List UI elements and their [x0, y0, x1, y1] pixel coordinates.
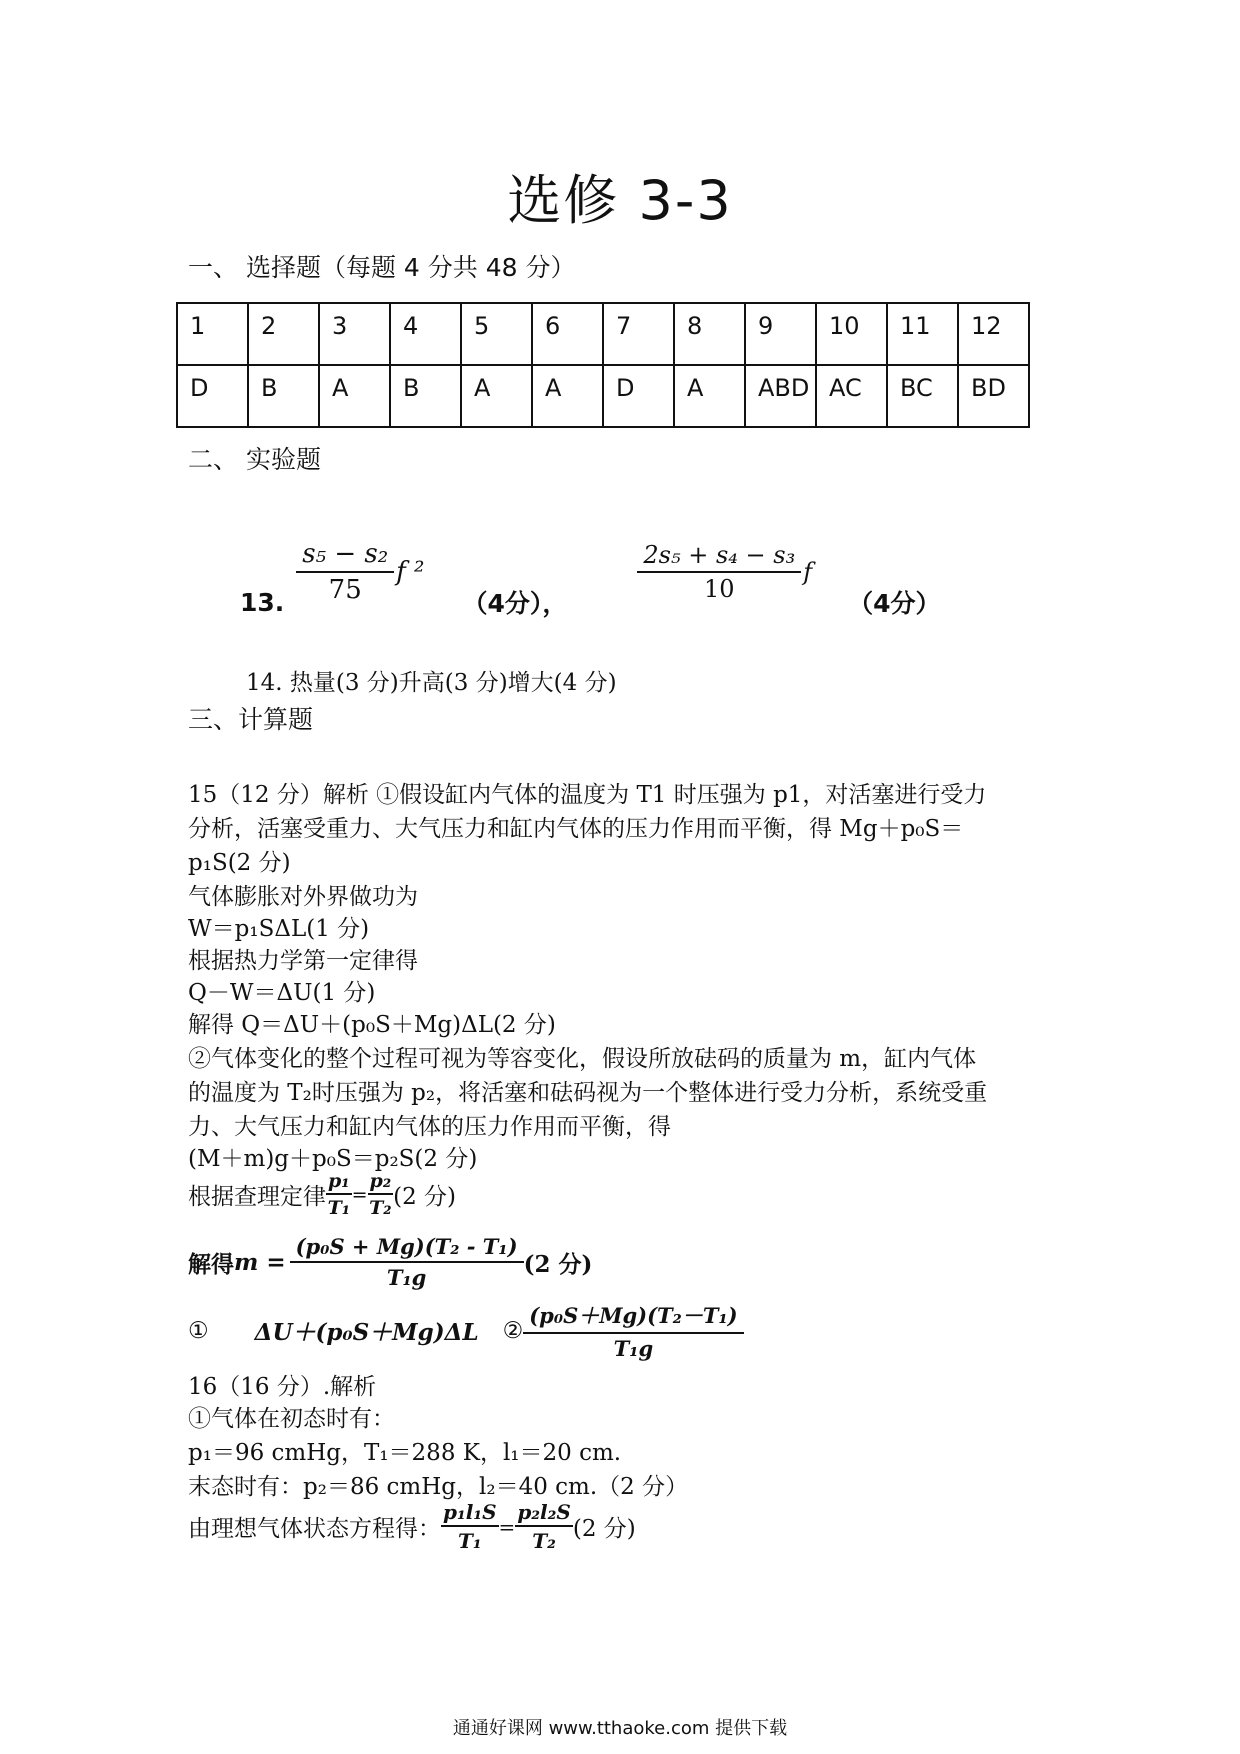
q13-fraction-2: [637, 541, 801, 603]
table-cell: A: [532, 365, 603, 427]
fraction-numerator: p₂l₂S: [515, 1500, 573, 1527]
charles-fraction-2: [368, 1170, 394, 1219]
table-cell: 4: [390, 303, 461, 365]
q15-line-4: 气体膨胀对外界做功为: [188, 884, 418, 910]
q16-line-3: p₁＝96 cmHg，T₁＝288 K，l₁＝20 cm.: [188, 1440, 622, 1466]
fraction-denominator: T₁: [327, 1197, 351, 1219]
page-title: 选修 3-3: [507, 169, 733, 232]
table-cell: 5: [461, 303, 532, 365]
table-cell: 9: [745, 303, 816, 365]
table-cell: 3: [319, 303, 390, 365]
q15-line-7: Q－W＝ΔU(1 分): [188, 980, 376, 1006]
table-cell: 12: [958, 303, 1029, 365]
section2-heading: 二、 实验题: [188, 445, 321, 474]
table-cell: 11: [887, 303, 958, 365]
table-cell: D: [603, 365, 674, 427]
fraction-denominator: 10: [704, 575, 735, 603]
q16-line-1: 16（16 分）.解析: [188, 1374, 377, 1400]
footer: 通通好课网 www.tthaoke.com 提供下载: [452, 1718, 788, 1739]
q15-answers: [188, 1300, 744, 1361]
table-cell: BD: [958, 365, 1029, 427]
fraction-denominator: T₂: [532, 1529, 556, 1553]
table-cell: D: [177, 365, 248, 427]
q15-line-3: p₁S(2 分): [188, 850, 291, 876]
table-cell: BC: [887, 365, 958, 427]
fraction-denominator: T₁g: [613, 1336, 654, 1361]
solve-fraction: [290, 1234, 524, 1290]
answer-table-number-row: [177, 303, 1029, 365]
q13-row: [240, 524, 941, 620]
charles-equals: =: [351, 1183, 368, 1206]
q15-charles-law: [188, 1170, 456, 1219]
q15-line-9: ②气体变化的整个过程可视为等容变化，假设所放砝码的质量为 m，缸内气体: [188, 1046, 977, 1072]
charles-score: (2 分): [393, 1184, 457, 1210]
answer-1: ΔU＋(p₀S＋Mg)ΔL: [254, 1319, 479, 1346]
table-cell: B: [390, 365, 461, 427]
table-cell: ABD: [745, 365, 816, 427]
gas-score: (2 分): [572, 1516, 636, 1542]
fraction-numerator: p₁: [326, 1170, 352, 1195]
table-cell: B: [248, 365, 319, 427]
q13-score-2: （4分）: [848, 589, 941, 618]
answer-table-answer-row: [177, 365, 1029, 427]
q14-answer: 14. 热量(3 分)升高(3 分)增大(4 分): [246, 670, 617, 696]
q16-gas-law: [188, 1500, 636, 1553]
section3-heading: 三、计算题: [188, 705, 314, 734]
fraction-numerator: (p₀S＋Mg)(T₂－T₁): [523, 1300, 743, 1334]
q15-line-5: W＝p₁SΔL(1 分): [188, 916, 370, 942]
fraction-denominator: 75: [328, 575, 362, 605]
table-cell: 1: [177, 303, 248, 365]
fraction-denominator: T₁g: [386, 1265, 427, 1290]
solve-variable: m =: [234, 1248, 286, 1276]
q15-line-12: (M＋m)g＋p₀S＝p₂S(2 分): [188, 1146, 478, 1172]
table-cell: 8: [674, 303, 745, 365]
q15-solve-mass: [188, 1234, 592, 1290]
answer-2-fraction: [523, 1300, 743, 1361]
q15-line-8: 解得 Q＝ΔU＋(p₀S＋Mg)ΔL(2 分): [188, 1012, 556, 1038]
q13-fraction-1: [296, 539, 394, 605]
gas-equals: =: [498, 1514, 516, 1539]
table-cell: A: [319, 365, 390, 427]
gas-fraction-2: [515, 1500, 573, 1553]
table-cell: 10: [816, 303, 887, 365]
solve-score: (2 分): [523, 1250, 593, 1278]
fraction-numerator: 2s₅ + s₄ − s₃: [637, 541, 801, 573]
solve-prefix: 解得: [188, 1250, 234, 1278]
table-cell: 2: [248, 303, 319, 365]
q15-line-2: 分析，活塞受重力、大气压力和缸内气体的压力作用而平衡，得 Mg＋p₀S＝: [188, 816, 964, 842]
q15-line-1: 15（12 分）解析 ①假设缸内气体的温度为 T1 时压强为 p1，对活塞进行受力: [188, 782, 987, 808]
q16-line-2: ①气体在初态时有：: [188, 1406, 395, 1432]
fraction-numerator: p₂: [368, 1170, 394, 1195]
fraction-numerator: p₁l₁S: [441, 1500, 499, 1527]
q13-score-1: （4分），: [462, 589, 568, 618]
fraction-numerator: s₅ − s₂: [296, 539, 394, 573]
q15-line-6: 根据热力学第一定律得: [188, 948, 418, 974]
charles-fraction-1: [326, 1170, 352, 1219]
gas-fraction-1: [441, 1500, 499, 1553]
section1-heading: 一、 选择题（每题 4 分共 48 分）: [188, 253, 576, 282]
table-cell: A: [674, 365, 745, 427]
answer-circle-2: ②: [502, 1317, 524, 1344]
q16-line-4: 末态时有：p₂＝86 cmHg，l₂＝40 cm.（2 分）: [188, 1474, 689, 1500]
table-cell: A: [461, 365, 532, 427]
q13-label: 13.: [240, 587, 285, 617]
fraction-numerator: (p₀S + Mg)(T₂ - T₁): [290, 1234, 524, 1263]
q15-line-11: 力、大气压力和缸内气体的压力作用而平衡，得: [188, 1114, 671, 1140]
q13-fraction-2-tail: f: [803, 558, 813, 586]
q15-line-10: 的温度为 T₂时压强为 p₂，将活塞和砝码视为一个整体进行受力分析，系统受重: [188, 1080, 988, 1106]
gas-prefix: 由理想气体状态方程得：: [188, 1516, 441, 1542]
table-cell: 7: [603, 303, 674, 365]
table-cell: 6: [532, 303, 603, 365]
charles-prefix: 根据查理定律: [188, 1184, 326, 1210]
fraction-denominator: T₁: [457, 1529, 482, 1553]
q13-fraction-1-tail: f ²: [396, 557, 425, 587]
table-cell: AC: [816, 365, 887, 427]
answer-table: [176, 302, 1030, 428]
answer-circle-1: ①: [188, 1317, 209, 1344]
fraction-denominator: T₂: [369, 1197, 392, 1219]
